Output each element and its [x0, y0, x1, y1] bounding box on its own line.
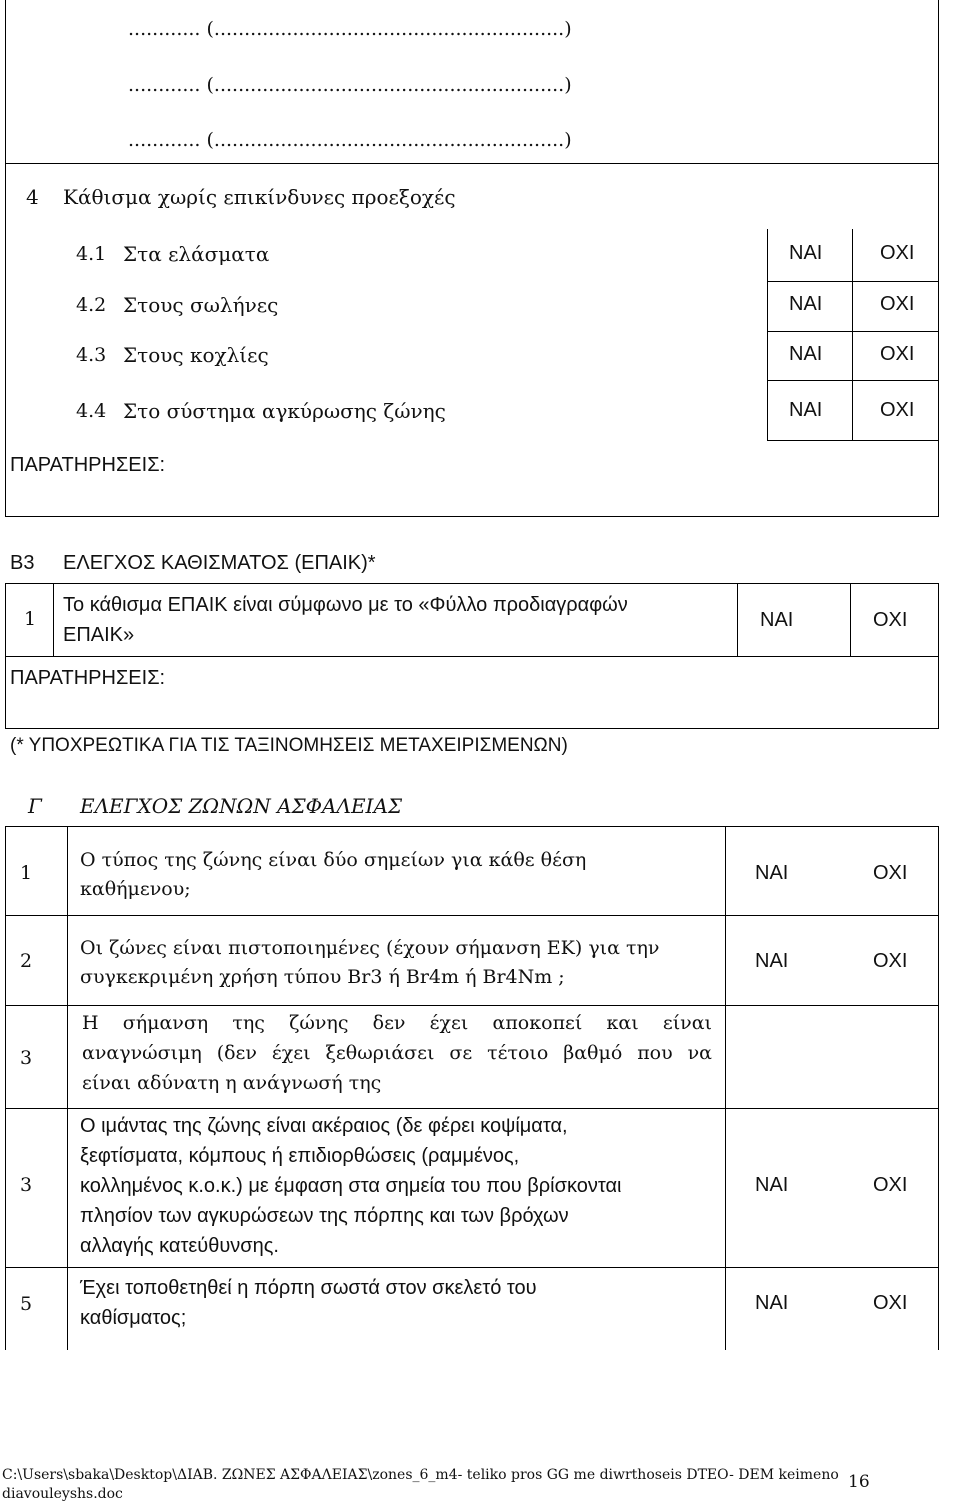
- no-option[interactable]: ΟΧΙ: [873, 862, 908, 884]
- dotted-row-2: ............ (..........................................................): [128, 74, 572, 96]
- no-option[interactable]: ΟΧΙ: [873, 950, 908, 972]
- sectionG-code: Γ: [28, 794, 42, 818]
- footer-file-path: C:\Users\sbaka\Desktop\ΔΙΑΒ. ΖΩΝΕΣ ΑΣΦΑΛΕΙΑΣ\zones_6_m4- teliko pros GG me diwrthoseis DTEO- DEM keimeno: [2, 1467, 839, 1483]
- footer-file-path-cont: diavouleyshs.doc: [2, 1486, 123, 1502]
- sectionB3-code: Β3: [10, 552, 35, 574]
- yes-option[interactable]: ΝΑΙ: [760, 609, 794, 631]
- no-option[interactable]: ΟΧΙ: [880, 293, 915, 315]
- dotted-row-1: ............ (..........................................................): [128, 18, 572, 40]
- sectionB3-footnote: (* ΥΠΟΧΡΕΩΤΙΚΑ ΓΙΑ ΤΙΣ ΤΑΞΙΝΟΜΗΣΕΙΣ ΜΕΤΑΧΕΙΡΙΣΜΕΝΩΝ): [10, 735, 568, 756]
- yes-option[interactable]: ΝΑΙ: [755, 1174, 789, 1196]
- no-option[interactable]: ΟΧΙ: [880, 242, 915, 264]
- sectionG-title: ΕΛΕΓΧΟΣ ΖΩΝΩΝ ΑΣΦΑΛΕΙΑΣ: [80, 794, 403, 818]
- sectionB3-title: ΕΛΕΓΧΟΣ ΚΑΘΙΣΜΑΤΟΣ (ΕΠΑΙΚ)*: [63, 552, 376, 574]
- no-option[interactable]: ΟΧΙ: [873, 1174, 908, 1196]
- no-option[interactable]: ΟΧΙ: [880, 343, 915, 365]
- yes-option[interactable]: ΝΑΙ: [789, 293, 823, 315]
- no-option[interactable]: ΟΧΙ: [880, 399, 915, 421]
- page-number: 16: [848, 1472, 870, 1492]
- section4-remarks-label: ΠΑΡΑΤΗΡΗΣΕΙΣ:: [10, 454, 166, 476]
- no-option[interactable]: ΟΧΙ: [873, 609, 908, 631]
- yes-option[interactable]: ΝΑΙ: [755, 862, 789, 884]
- section4-number: 4: [26, 185, 39, 209]
- yes-option[interactable]: ΝΑΙ: [789, 399, 823, 421]
- no-option[interactable]: ΟΧΙ: [873, 1292, 908, 1314]
- yes-option[interactable]: ΝΑΙ: [789, 242, 823, 264]
- dotted-row-3: ............ (..........................................................): [128, 129, 572, 151]
- yes-option[interactable]: ΝΑΙ: [755, 950, 789, 972]
- yes-option[interactable]: ΝΑΙ: [755, 1292, 789, 1314]
- sectionB3-remarks-label: ΠΑΡΑΤΗΡΗΣΕΙΣ:: [10, 667, 166, 689]
- section4-title: Κάθισμα χωρίς επικίνδυνες προεξοχές: [63, 185, 456, 209]
- yes-option[interactable]: ΝΑΙ: [789, 343, 823, 365]
